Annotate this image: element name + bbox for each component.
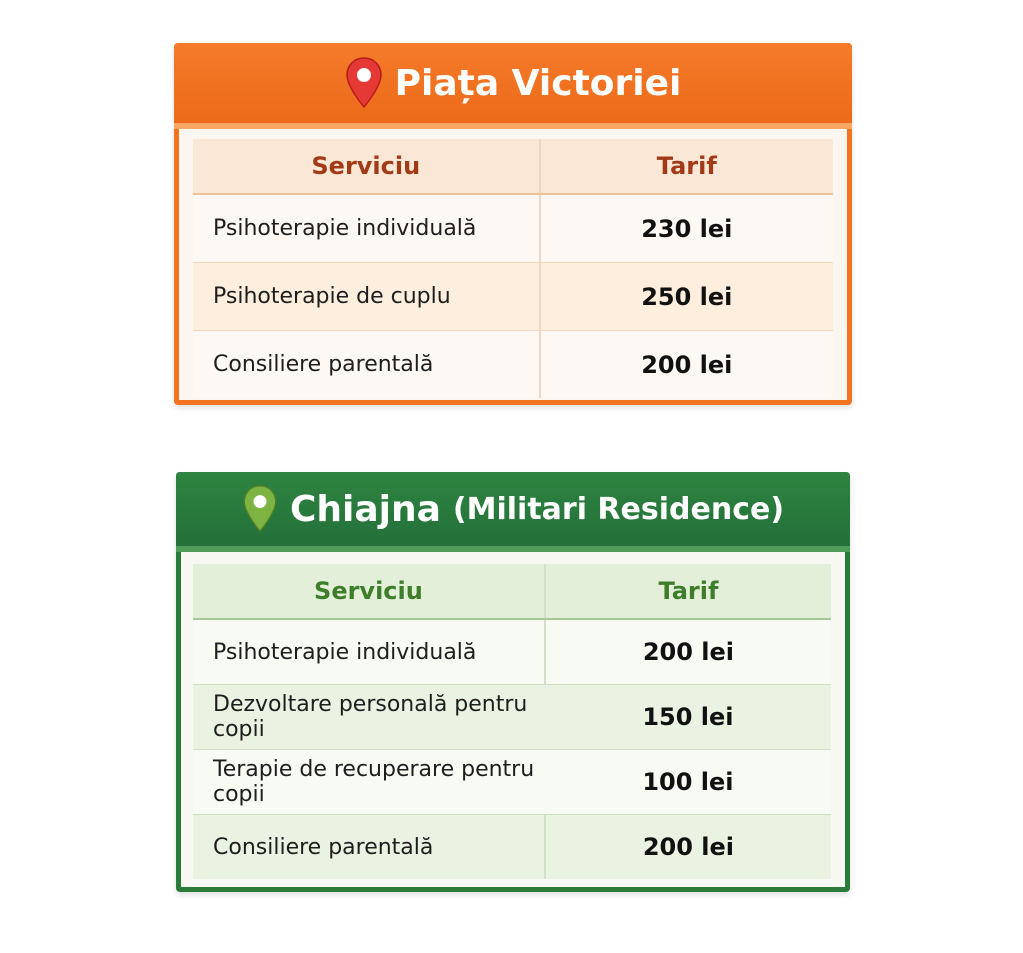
price-table — [193, 564, 831, 879]
price-cell: 250 lei — [540, 263, 833, 331]
table-row — [193, 263, 833, 331]
service-cell: Psihoterapie de cuplu — [193, 263, 540, 331]
column-header-service: Serviciu — [193, 139, 540, 194]
map-pin-icon — [242, 484, 278, 534]
price-cell: 230 lei — [540, 194, 833, 263]
table-row — [193, 331, 833, 399]
service-cell: Consiliere parentală — [193, 815, 545, 880]
table-row — [193, 815, 831, 880]
column-header-price: Tarif — [540, 139, 833, 194]
table-row — [193, 619, 831, 685]
price-cell: 100 lei — [545, 750, 831, 815]
map-pin-icon — [345, 56, 383, 110]
service-cell: Dezvoltare personală pentru copii — [193, 685, 545, 750]
price-table-container — [181, 552, 845, 887]
table-row — [193, 194, 833, 263]
card-header — [174, 43, 852, 123]
table-header-row — [193, 564, 831, 619]
location-title: Chiajna — [289, 488, 441, 530]
location-card-piata-victoriei — [174, 43, 852, 405]
location-title: Piața Victoriei — [394, 62, 682, 104]
table-header-row — [193, 139, 833, 194]
column-header-service: Serviciu — [193, 564, 545, 619]
price-cell: 200 lei — [540, 331, 833, 399]
service-cell: Terapie de recuperare pentru copii — [193, 750, 545, 815]
table-row — [193, 685, 831, 750]
service-cell: Psihoterapie individuală — [193, 619, 545, 685]
price-table — [193, 139, 833, 398]
price-cell: 200 lei — [545, 815, 831, 880]
card-header — [176, 472, 850, 546]
column-header-price: Tarif — [545, 564, 831, 619]
table-row — [193, 750, 831, 815]
location-card-chiajna — [176, 472, 850, 892]
service-cell: Consiliere parentală — [193, 331, 540, 399]
price-cell: 150 lei — [545, 685, 831, 750]
service-cell: Psihoterapie individuală — [193, 194, 540, 263]
location-subtitle: (Militari Residence) — [452, 491, 785, 527]
price-cell: 200 lei — [545, 619, 831, 685]
price-table-container — [179, 129, 847, 400]
